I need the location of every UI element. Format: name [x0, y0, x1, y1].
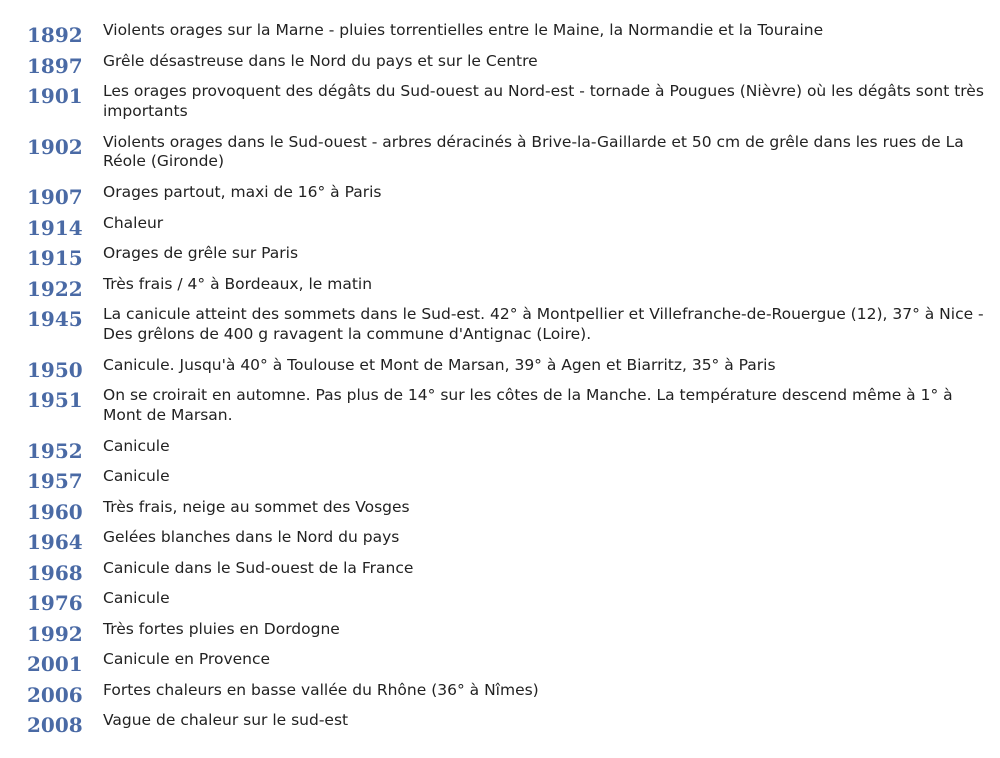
entry-year: 1957: [27, 469, 83, 493]
entry-description: Vague de chaleur sur le sud-est: [103, 711, 349, 729]
entry-description: Canicule en Provence: [103, 650, 271, 668]
entry-year: 1960: [27, 499, 83, 524]
timeline-entry: [27, 213, 987, 240]
entry-year: 1897: [27, 53, 83, 78]
entry-year: 2001: [27, 652, 83, 676]
entry-description: Gelées blanches dans le Nord du pays: [103, 528, 400, 546]
timeline-entry: [27, 436, 987, 463]
timeline-entry: [27, 386, 987, 427]
entry-year: 1964: [27, 530, 83, 554]
entry-year: 1922: [27, 276, 83, 301]
entry-year: 1915: [27, 246, 83, 270]
entry-year: 1950: [27, 357, 83, 382]
entry-description: Orages de grêle sur Paris: [103, 244, 299, 262]
entry-description: Violents orages sur la Marne - pluies torrentielles entre le Maine, la Normandie et la Touraine: [103, 21, 824, 39]
weather-timeline: [27, 21, 987, 742]
entry-year: 1892: [27, 23, 83, 47]
entry-description: Violents orages dans le Sud-ouest - arbres déracinés à Brive-la-Gaillarde et 50 cm de grêle dans les rues de La Réole (Gironde): [103, 132, 964, 170]
entry-description: Canicule. Jusqu'à 40° à Toulouse et Mont de Marsan, 39° à Agen et Biarritz, 35° à Paris: [103, 355, 776, 374]
entry-year: 1901: [27, 84, 83, 108]
timeline-entry: [27, 467, 987, 493]
timeline-entry: [27, 274, 987, 301]
entry-description: La canicule atteint des sommets dans le Sud-est. 42° à Montpellier et Villefranche-de-Rouergue (12), 37° à Nice - Des grêlons de 400 g ravagent la commune d'Antignac (Loire).: [103, 305, 984, 343]
timeline-entry: [27, 244, 987, 270]
timeline-entry: [27, 51, 987, 78]
entry-description: On se croirait en automne. Pas plus de 14° sur les côtes de la Manche. La température descend même à 1° à Mont de Marsan.: [103, 386, 953, 424]
timeline-entry: [27, 619, 987, 646]
entry-description: Fortes chaleurs en basse vallée du Rhône (36° à Nîmes): [103, 680, 539, 699]
timeline-entry: [27, 355, 987, 382]
timeline-entry: [27, 589, 987, 615]
timeline-entry: [27, 711, 987, 737]
entry-description: Canicule: [103, 467, 170, 485]
entry-description: Orages partout, maxi de 16° à Paris: [103, 183, 382, 201]
entry-year: 1968: [27, 560, 83, 585]
entry-description: Canicule dans le Sud-ouest de la France: [103, 558, 414, 577]
entry-year: 2008: [27, 713, 83, 737]
timeline-entry: [27, 183, 987, 209]
entry-year: 1914: [27, 215, 83, 240]
entry-year: 1945: [27, 307, 83, 331]
entry-year: 1902: [27, 134, 83, 159]
timeline-entry: [27, 528, 987, 554]
entry-description: Grêle désastreuse dans le Nord du pays et sur le Centre: [103, 51, 538, 70]
timeline-entry: [27, 680, 987, 707]
timeline-entry: [27, 305, 987, 346]
entry-year: 1907: [27, 185, 83, 209]
timeline-entry: [27, 558, 987, 585]
entry-year: 2006: [27, 682, 83, 707]
entry-year: 1952: [27, 438, 83, 463]
entry-description: Chaleur: [103, 213, 164, 232]
timeline-entry: [27, 650, 987, 676]
entry-description: Canicule: [103, 589, 170, 607]
entry-description: Canicule: [103, 436, 170, 455]
entry-year: 1976: [27, 591, 83, 615]
timeline-entry: [27, 497, 987, 524]
entry-year: 1992: [27, 621, 83, 646]
timeline-entry: [27, 133, 987, 174]
timeline-entry: [27, 82, 987, 123]
entry-description: Très frais, neige au sommet des Vosges: [103, 497, 410, 516]
entry-year: 1951: [27, 388, 83, 412]
entry-description: Très frais / 4° à Bordeaux, le matin: [103, 274, 373, 293]
timeline-entry: [27, 21, 987, 47]
entry-description: Les orages provoquent des dégâts du Sud-ouest au Nord-est - tornade à Pougues (Nièvre) où les dégâts sont très importants: [103, 82, 984, 120]
entry-description: Très fortes pluies en Dordogne: [103, 619, 340, 638]
